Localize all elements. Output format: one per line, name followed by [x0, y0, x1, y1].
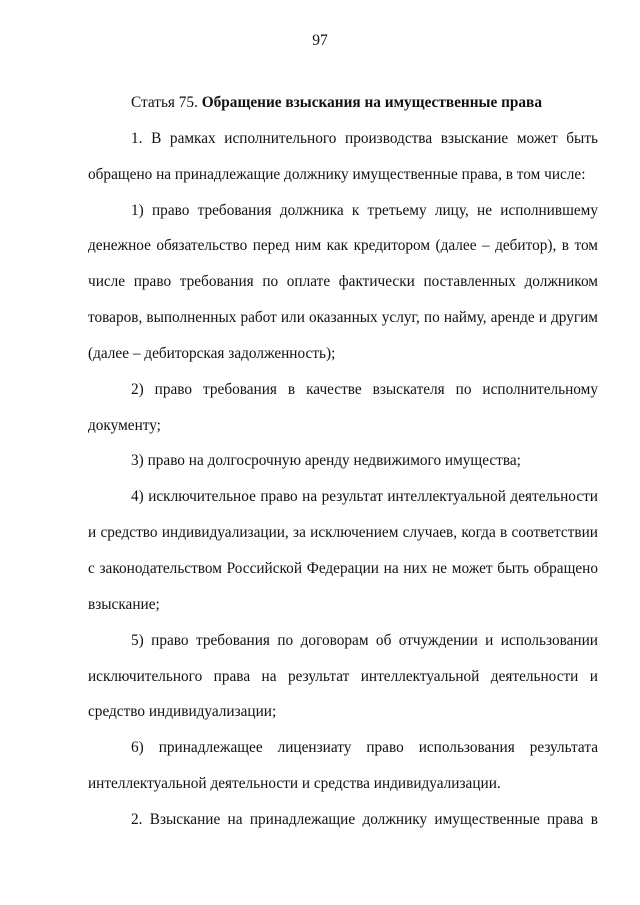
paragraph-2-line: товаров, выполненных работ или оказанных услуг, по найму, аренде и другим: [88, 309, 598, 327]
article-title: Обращение взыскания на имущественные права: [201, 94, 542, 111]
paragraph-7-line: 6) принадлежащее лицензиату право использования результата: [131, 739, 598, 757]
paragraph-2-line: числе право требования по оплате фактически поставленных должником: [88, 273, 598, 291]
paragraph-6-line: исключительного права на результат интеллектуальной деятельности и: [88, 667, 598, 685]
paragraph-2-line: 1) право требования должника к третьему лицу, не исполнившему: [131, 201, 598, 219]
paragraph-2-line: денежное обязательство перед ним как кредитором (далее – дебитор), в том: [88, 237, 598, 255]
paragraph-5-line: 4) исключительное право на результат интеллектуальной деятельности: [131, 488, 598, 506]
paragraph-1-line: 1. В рамках исполнительного производства взыскание может быть: [131, 129, 598, 147]
article-heading: [88, 85, 598, 121]
paragraph-6-line: средство индивидуализации;: [88, 703, 277, 721]
page-number: 97: [312, 32, 328, 49]
paragraph-1-line: обращено на принадлежащие должнику имущественные права, в том числе:: [88, 165, 586, 183]
paragraph-2-line: (далее – дебиторская задолженность);: [88, 344, 336, 362]
document-body: [88, 85, 598, 838]
paragraph-4-line: 3) право на долгосрочную аренду недвижимого имущества;: [131, 452, 521, 470]
paragraph-8-line: 2. Взыскание на принадлежащие должнику имущественные права в: [131, 810, 598, 828]
paragraph-5-line: взыскание;: [88, 595, 160, 613]
paragraph-5-line: и средство индивидуализации, за исключением случаев, когда в соответствии: [88, 524, 598, 542]
paragraph-3-line: 2) право требования в качестве взыскателя по исполнительному: [131, 380, 598, 398]
paragraph-7-line: интеллектуальной деятельности и средства индивидуализации.: [88, 775, 501, 793]
paragraph-3-line: документу;: [88, 416, 161, 434]
article-number: Статья 75.: [131, 94, 198, 111]
paragraph-5-line: с законодательством Российской Федерации на них не может быть обращено: [88, 559, 598, 577]
paragraph-6-line: 5) право требования по договорам об отчуждении и использовании: [131, 631, 598, 649]
